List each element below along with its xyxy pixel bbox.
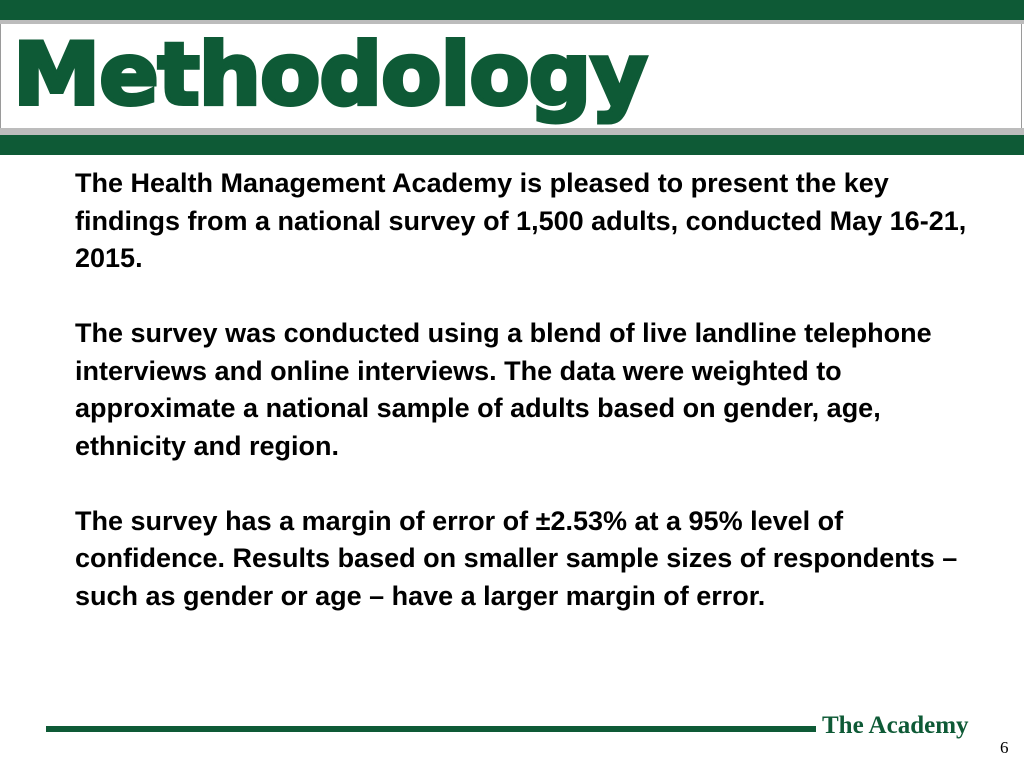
header-bottom-bar	[0, 135, 1024, 155]
page-title: Methodology	[13, 25, 647, 125]
methodology-body	[75, 165, 975, 653]
footer-rule	[46, 726, 816, 732]
header-top-bar	[0, 0, 1024, 20]
page-number: 6	[1000, 738, 1009, 757]
title-panel	[0, 24, 1022, 128]
method-paragraph: The survey was conducted using a blend of live landline telephone interviews and online interviews. The data were weighted to approximate a national sample of adults based on gender, age, ethnicity and region.	[75, 318, 932, 461]
footer-brand: The Academy	[822, 712, 969, 739]
intro-paragraph: The Health Management Academy is pleased to present the key findings from a national survey of 1,500 adults, conducted May 16-21, 2015.	[75, 168, 967, 273]
header-bottom-divider	[0, 128, 1024, 135]
margin-paragraph: The survey has a margin of error of ±2.53% at a 95% level of confidence. Results based on smaller sample sizes of respondents – such as gender or age – have a larger margin of error.	[75, 505, 958, 611]
